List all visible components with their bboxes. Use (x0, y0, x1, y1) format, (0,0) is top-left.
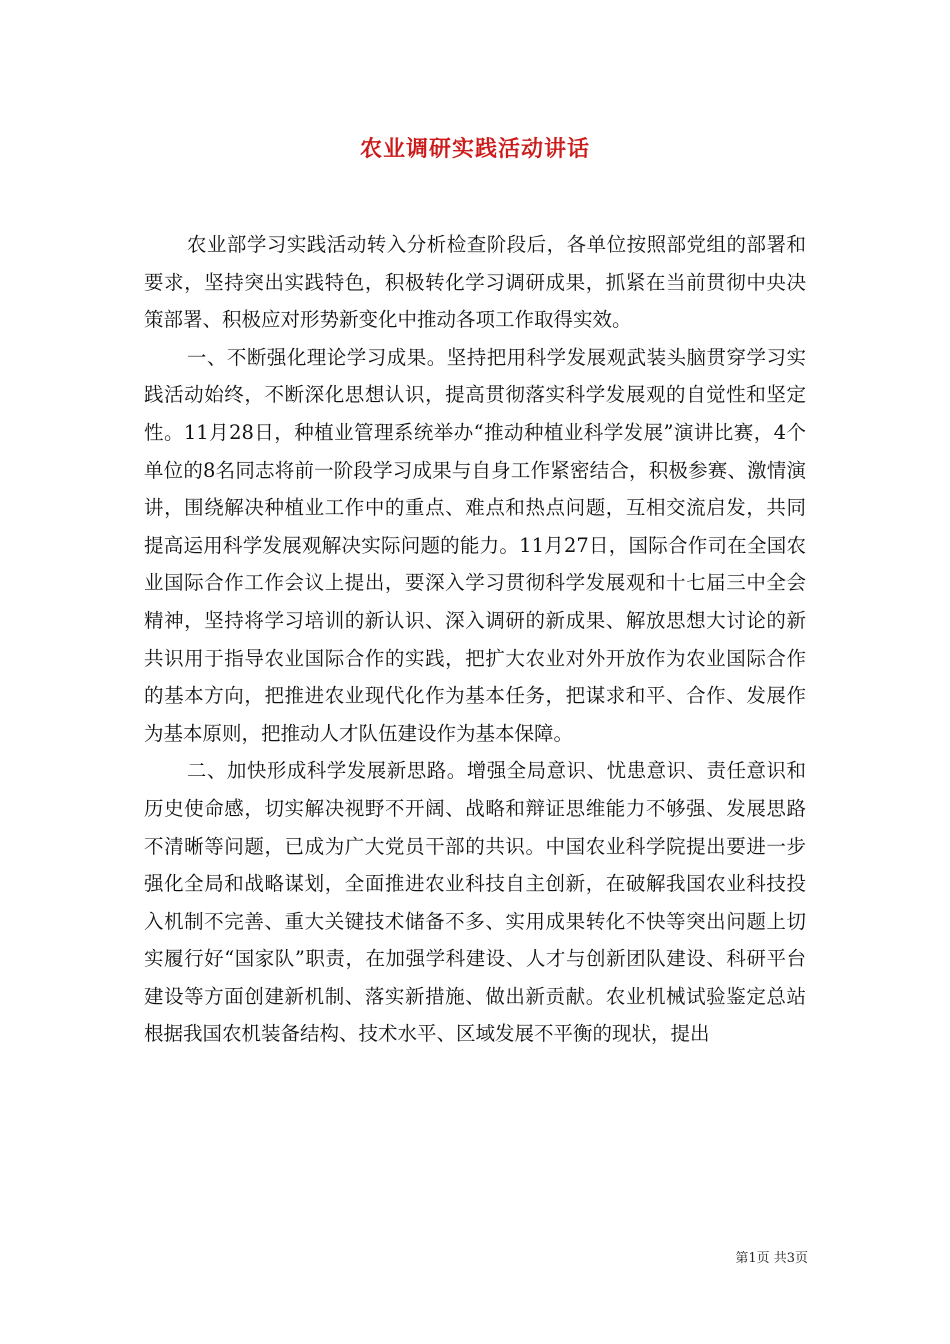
section-two-paragraph: 二、加快形成科学发展新思路。增强全局意识、忧患意识、责任意识和历史使命感，切实解决视野不开阔、战略和辩证思维能力不够强、发展思路不清晰等问题，已成为广大党员干部的共识。中国农业科学院提出要进一步强化全局和战略谋划，全面推进农业科技自主创新，在破解我国农业科技投入机制不完善、重大关键技术储备不多、实用成果转化不快等突出问题上切实履行好“国家队”职责，在加强学科建设、人才与创新团队建设、科研平台建设等方面创建新机制、落实新措施、做出新贡献。农业机械试验鉴定总站根据我国农机装备结构、技术水平、区域发展不平衡的现状，提出 (144, 759, 806, 1046)
document-title: 农业调研实践活动讲话 (359, 136, 590, 162)
page-number-footer: 第1页 共3页 (735, 1251, 808, 1266)
section-one-paragraph: 一、不断强化理论学习成果。坚持把用科学发展观武装头脑贯穿学习实践活动始终，不断深化思想认识，提高贯彻落实科学发展观的自觉性和坚定性。11月28日，种植业管理系统举办“推动种植业科学发展”演讲比赛，4个单位的8名同志将前一阶段学习成果与自身工作紧密结合，积极参赛、激情演讲，围绕解决种植业工作中的重点、难点和热点问题，互相交流启发，共同提高运用科学发展观解决实际问题的能力。11月27日，国际合作司在全国农业国际合作工作会议上提出，要深入学习贯彻科学发展观和十七届三中全会精神，坚持将学习培训的新认识、深入调研的新成果、解放思想大讨论的新共识用于指导农业国际合作的实践，把扩大农业对外开放作为农业国际合作的基本方向，把推进农业现代化作为基本任务，把谋求和平、合作、发展作为基本原则，把推动人才队伍建设作为基本保障。 (144, 345, 806, 745)
intro-paragraph: 农业部学习实践活动转入分析检查阶段后，各单位按照部党组的部署和要求，坚持突出实践特色，积极转化学习调研成果，抓紧在当前贯彻中央决策部署、积极应对形势新变化中推动各项工作取得实效。 (144, 233, 806, 332)
document-body (144, 226, 806, 1053)
